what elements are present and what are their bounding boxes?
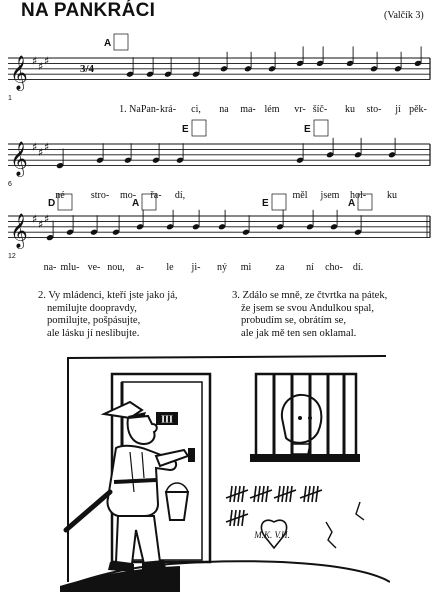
lyric-syllable: Pan- bbox=[140, 104, 160, 115]
verse-2-line-2: nemilujte doopravdy, bbox=[47, 302, 137, 314]
dance-style-label: (Valčík 3) bbox=[384, 10, 424, 21]
chord-diagram bbox=[314, 120, 328, 136]
chord-symbol: E bbox=[182, 124, 189, 135]
lyric-syllable: jí bbox=[395, 104, 401, 115]
lyric-syllable: ný bbox=[217, 262, 227, 273]
wall-crack bbox=[326, 522, 336, 548]
verse-3-line-1: 3. Zdálo se mně, ze čtvrtka na pátek, bbox=[232, 290, 388, 301]
verse-3-line-3: probudím se, obrátím se, bbox=[241, 315, 347, 327]
chord-diagram bbox=[114, 34, 128, 50]
sharp-sign-icon: ♯ bbox=[38, 218, 44, 232]
prison-cartoon bbox=[60, 352, 390, 592]
bucket bbox=[166, 492, 188, 520]
time-signature: 3/4 bbox=[80, 63, 95, 75]
chord-diagram bbox=[272, 194, 286, 210]
chord-symbol: E bbox=[304, 124, 311, 135]
lyric-syllable: mi bbox=[240, 262, 252, 273]
lyric-syllable: mo- bbox=[119, 190, 137, 201]
lyric-syllable: ma- bbox=[240, 104, 256, 115]
wall-crack bbox=[356, 502, 364, 520]
lyric-syllable: krá- bbox=[159, 104, 177, 115]
lyric-syllable: řa- bbox=[150, 190, 162, 201]
lyric-syllable: sto- bbox=[366, 104, 382, 115]
door-number: III bbox=[161, 414, 173, 426]
lyric-syllable: za bbox=[275, 262, 285, 273]
chord-symbol: A bbox=[104, 38, 112, 49]
sharp-sign-icon: ♯ bbox=[32, 140, 38, 154]
line-number: 6 bbox=[8, 181, 12, 188]
treble-clef-icon: 𝄞 bbox=[10, 55, 28, 91]
sharp-sign-icon: ♯ bbox=[32, 54, 38, 68]
lyric-syllable: stro- bbox=[90, 190, 110, 201]
verse-2 bbox=[38, 290, 178, 340]
chord-symbol: A bbox=[132, 198, 140, 209]
guard-belt bbox=[114, 480, 156, 482]
verse-2-line-4: ale lásku jí neslibujte. bbox=[47, 327, 140, 339]
lyric-syllable: pěk- bbox=[409, 104, 427, 115]
lyric-syllable: ci, bbox=[191, 104, 201, 115]
lyric-syllable: na bbox=[219, 104, 229, 115]
chord-symbol: A bbox=[348, 198, 356, 209]
verse-2-line-1: 2. Vy mládenci, kteří jste jako já, bbox=[38, 290, 178, 301]
lyric-syllable: 1. Na bbox=[119, 104, 141, 115]
chord-diagram bbox=[192, 120, 206, 136]
lyric-syllable: dí, bbox=[174, 190, 186, 201]
line-number: 1 bbox=[8, 95, 12, 102]
window-sill bbox=[250, 454, 360, 462]
lyric-syllable: na- bbox=[43, 262, 57, 273]
treble-clef-icon: 𝄞 bbox=[10, 141, 28, 177]
lyric-syllable: nou, bbox=[107, 262, 125, 273]
chord-symbol: D bbox=[48, 198, 56, 209]
tally-marks bbox=[226, 486, 322, 526]
lyric-syllable: dí. bbox=[352, 262, 364, 273]
lyric-syllable: ve- bbox=[87, 262, 101, 273]
lyric-syllable: šíč- bbox=[312, 104, 328, 115]
verse-3-line-4: ale jak mě ten sen oklamal. bbox=[241, 327, 357, 339]
verse-3-line-2: že jsem se svou Andulkou spal, bbox=[241, 302, 374, 314]
verse-3 bbox=[232, 290, 387, 340]
sheet-music bbox=[0, 0, 446, 290]
sharp-sign-icon: ♯ bbox=[44, 140, 50, 154]
lyric-syllable: le bbox=[166, 262, 174, 273]
lyric-syllable: ji- bbox=[191, 262, 201, 273]
lyric-syllable: ku bbox=[345, 104, 355, 115]
sharp-sign-icon: ♯ bbox=[38, 146, 44, 160]
lyric-syllable: ní bbox=[306, 262, 314, 273]
sharp-sign-icon: ♯ bbox=[32, 212, 38, 226]
lyric-syllable: a- bbox=[136, 262, 144, 273]
chord-symbol: E bbox=[262, 198, 269, 209]
lyric-syllable: né bbox=[55, 190, 65, 201]
prisoner-eye bbox=[298, 416, 302, 420]
lyric-syllable: hol- bbox=[349, 190, 367, 201]
song-title: NA PANKRÁCI bbox=[21, 0, 156, 21]
lyric-syllable: lém bbox=[264, 104, 280, 115]
lyric-syllable: měl bbox=[292, 190, 308, 201]
lyric-syllable: cho- bbox=[325, 262, 343, 273]
lyric-syllable: ku bbox=[387, 190, 397, 201]
line-number: 12 bbox=[8, 253, 16, 260]
guard-baton bbox=[66, 492, 110, 530]
verse-2-line-3: pomilujte, pošpásujte, bbox=[47, 315, 141, 327]
sharp-sign-icon: ♯ bbox=[44, 212, 50, 226]
lyric-syllable: jsem bbox=[320, 190, 340, 201]
lyric-syllable: vr- bbox=[294, 104, 306, 115]
sharp-sign-icon: ♯ bbox=[38, 60, 44, 74]
prisoner-hand bbox=[292, 444, 310, 454]
sharp-sign-icon: ♯ bbox=[44, 54, 50, 68]
lyric-syllable: mlu- bbox=[60, 262, 80, 273]
wall-initials: M.K. V.H. bbox=[254, 530, 290, 540]
door-lock bbox=[188, 448, 195, 462]
treble-clef-icon: 𝄞 bbox=[10, 213, 28, 249]
